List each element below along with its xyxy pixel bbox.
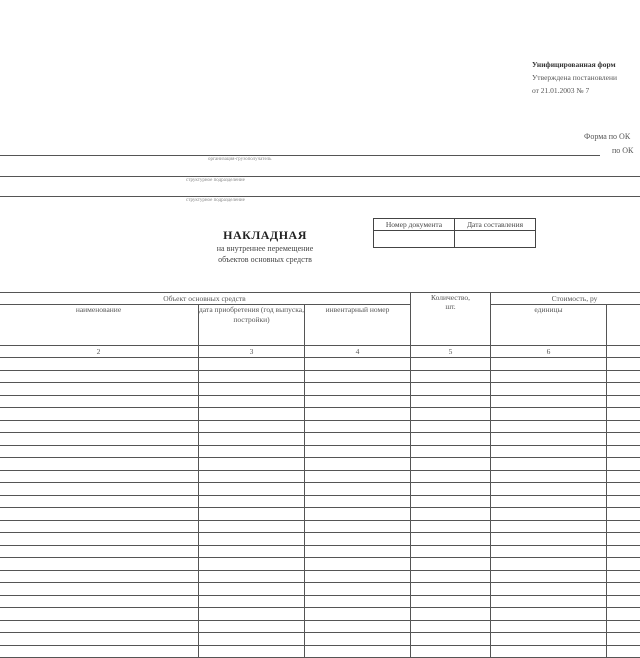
table-cell[interactable]	[411, 470, 491, 483]
table-cell[interactable]	[0, 558, 199, 571]
table-cell[interactable]	[0, 595, 199, 608]
column-number-4: 4	[305, 346, 411, 358]
table-cell[interactable]	[0, 508, 199, 521]
table-row	[0, 608, 640, 621]
table-cell[interactable]	[607, 520, 640, 533]
table-cell[interactable]	[0, 633, 199, 646]
table-cell[interactable]	[305, 420, 411, 433]
table-cell[interactable]	[411, 408, 491, 421]
table-row	[0, 595, 640, 608]
table-cell[interactable]	[607, 620, 640, 633]
table-cell[interactable]	[491, 633, 607, 646]
table-row	[0, 570, 640, 583]
table-cell[interactable]	[0, 383, 199, 396]
table-cell[interactable]	[0, 458, 199, 471]
table-cell[interactable]	[199, 458, 305, 471]
table-cell[interactable]	[305, 645, 411, 658]
table-cell[interactable]	[0, 445, 199, 458]
unified-form-title: Унифицированная форм	[532, 60, 616, 69]
table-cell[interactable]	[607, 470, 640, 483]
table-row	[0, 408, 640, 421]
table-cell[interactable]	[0, 370, 199, 383]
table-cell[interactable]	[491, 445, 607, 458]
table-cell[interactable]	[607, 545, 640, 558]
table-cell[interactable]	[199, 383, 305, 396]
table-cell[interactable]	[607, 370, 640, 383]
table-cell[interactable]	[199, 633, 305, 646]
org-line-3	[0, 196, 640, 197]
table-cell[interactable]	[607, 483, 640, 496]
document-number-box	[373, 218, 536, 248]
table-row	[0, 645, 640, 658]
header-quantity	[411, 293, 491, 346]
org-caption: организация-грузополучатель	[208, 157, 271, 162]
assets-table	[0, 292, 640, 658]
table-cell[interactable]	[491, 520, 607, 533]
table-cell[interactable]	[491, 370, 607, 383]
table-row	[0, 495, 640, 508]
table-cell[interactable]	[491, 558, 607, 571]
table-cell[interactable]	[491, 458, 607, 471]
table-cell[interactable]	[411, 595, 491, 608]
table-cell[interactable]	[305, 508, 411, 521]
table-cell[interactable]	[607, 645, 640, 658]
table-cell[interactable]	[607, 445, 640, 458]
table-row	[0, 583, 640, 596]
table-cell[interactable]	[491, 533, 607, 546]
table-cell[interactable]	[491, 595, 607, 608]
table-cell[interactable]	[491, 408, 607, 421]
table-cell[interactable]	[607, 533, 640, 546]
table-cell[interactable]	[199, 583, 305, 596]
column-number-6: 6	[491, 346, 607, 358]
table-row	[0, 633, 640, 646]
table-cell[interactable]	[0, 395, 199, 408]
table-cell[interactable]	[199, 433, 305, 446]
table-cell[interactable]	[607, 420, 640, 433]
table-cell[interactable]	[0, 358, 199, 371]
table-cell[interactable]	[199, 558, 305, 571]
table-cell[interactable]	[305, 358, 411, 371]
table-cell[interactable]	[305, 633, 411, 646]
table-cell[interactable]	[199, 408, 305, 421]
unit-caption-1: структурное подразделение	[186, 178, 245, 183]
table-cell[interactable]	[199, 545, 305, 558]
table-row	[0, 620, 640, 633]
title-main: НАКЛАДНАЯ	[150, 228, 380, 243]
table-cell[interactable]	[411, 445, 491, 458]
table-cell[interactable]	[411, 433, 491, 446]
header-acquisition-date: дата приобретения (год выпуска, постройки)	[199, 305, 305, 346]
table-cell[interactable]	[411, 483, 491, 496]
table-cell[interactable]	[491, 545, 607, 558]
table-cell[interactable]	[411, 545, 491, 558]
table-cell[interactable]	[0, 408, 199, 421]
table-cell[interactable]	[199, 420, 305, 433]
table-cell[interactable]	[411, 395, 491, 408]
table-cell[interactable]	[199, 645, 305, 658]
table-cell[interactable]	[0, 420, 199, 433]
table-cell[interactable]	[0, 533, 199, 546]
table-cell[interactable]	[0, 608, 199, 621]
table-cell[interactable]	[305, 520, 411, 533]
table-cell[interactable]	[305, 445, 411, 458]
header-name: наименование	[0, 305, 199, 346]
table-cell[interactable]	[491, 433, 607, 446]
approved-line: Утверждена постановлени	[532, 73, 617, 82]
table-cell[interactable]	[305, 495, 411, 508]
column-number-3: 3	[199, 346, 305, 358]
table-cell[interactable]	[305, 583, 411, 596]
table-row	[0, 358, 640, 371]
table-row	[0, 395, 640, 408]
table-cell[interactable]	[0, 483, 199, 496]
doc-number-field[interactable]	[374, 231, 455, 248]
table-cell[interactable]	[199, 620, 305, 633]
table-row	[0, 420, 640, 433]
table-cell[interactable]	[491, 470, 607, 483]
table-cell[interactable]	[607, 383, 640, 396]
unit-caption-2: структурное подразделение	[186, 198, 245, 203]
table-cell[interactable]	[305, 570, 411, 583]
table-cell[interactable]	[305, 458, 411, 471]
table-cell[interactable]	[411, 383, 491, 396]
table-cell[interactable]	[0, 520, 199, 533]
table-cell[interactable]	[0, 620, 199, 633]
table-cell[interactable]	[607, 358, 640, 371]
table-cell[interactable]	[305, 370, 411, 383]
table-cell[interactable]	[411, 520, 491, 533]
table-cell[interactable]	[491, 620, 607, 633]
table-cell[interactable]	[491, 508, 607, 521]
table-cell[interactable]	[607, 408, 640, 421]
table-cell[interactable]	[411, 508, 491, 521]
table-cell[interactable]	[491, 383, 607, 396]
table-body	[0, 358, 640, 658]
table-cell[interactable]	[305, 408, 411, 421]
title-line-1: на внутреннее перемещение	[150, 243, 380, 254]
table-cell[interactable]	[199, 445, 305, 458]
approval-date-line: от 21.01.2003 № 7	[532, 86, 589, 95]
table-cell[interactable]	[411, 495, 491, 508]
column-number-2: 2	[0, 346, 199, 358]
table-cell[interactable]	[411, 620, 491, 633]
table-row	[0, 508, 640, 521]
table-cell[interactable]	[0, 545, 199, 558]
title-line-2: объектов основных средств	[150, 254, 380, 265]
document-title	[150, 228, 380, 265]
table-cell[interactable]	[199, 508, 305, 521]
table-cell[interactable]	[491, 420, 607, 433]
table-row	[0, 433, 640, 446]
table-cell[interactable]	[0, 645, 199, 658]
table-row	[0, 458, 640, 471]
okpo-label: по ОК	[612, 146, 633, 155]
table-cell[interactable]	[199, 595, 305, 608]
table-cell[interactable]	[0, 583, 199, 596]
table-cell[interactable]	[0, 470, 199, 483]
table-cell[interactable]	[305, 533, 411, 546]
table-cell[interactable]	[305, 545, 411, 558]
table-cell[interactable]	[0, 570, 199, 583]
group-header-object: Объект основных средств	[0, 293, 411, 305]
table-cell[interactable]	[199, 608, 305, 621]
table-cell[interactable]	[491, 483, 607, 496]
table-cell[interactable]	[0, 495, 199, 508]
table-cell[interactable]	[491, 608, 607, 621]
table-cell[interactable]	[607, 508, 640, 521]
table-cell[interactable]	[199, 358, 305, 371]
quantity-unit: шт.	[411, 302, 490, 311]
table-row	[0, 533, 640, 546]
table-row	[0, 383, 640, 396]
table-row	[0, 470, 640, 483]
table-cell[interactable]	[305, 608, 411, 621]
table-cell[interactable]	[411, 358, 491, 371]
table-row	[0, 370, 640, 383]
table-cell[interactable]	[199, 395, 305, 408]
table-cell[interactable]	[199, 470, 305, 483]
table-cell[interactable]	[491, 583, 607, 596]
table-row	[0, 445, 640, 458]
table-cell[interactable]	[607, 595, 640, 608]
table-cell[interactable]	[199, 520, 305, 533]
table-cell[interactable]	[607, 633, 640, 646]
table-cell[interactable]	[607, 458, 640, 471]
doc-date-label: Дата составления	[455, 219, 536, 231]
column-number-5: 5	[411, 346, 491, 358]
table-cell[interactable]	[305, 395, 411, 408]
table-cell[interactable]	[305, 620, 411, 633]
table-row	[0, 483, 640, 496]
table-cell[interactable]	[607, 433, 640, 446]
table-cell[interactable]	[411, 645, 491, 658]
table-cell[interactable]	[0, 433, 199, 446]
table-cell[interactable]	[411, 420, 491, 433]
table-cell[interactable]	[305, 595, 411, 608]
table-cell[interactable]	[607, 395, 640, 408]
table-cell[interactable]	[411, 458, 491, 471]
table-cell[interactable]	[411, 570, 491, 583]
table-row	[0, 520, 640, 533]
header-inventory-number: инвентарный номер	[305, 305, 411, 346]
table-cell[interactable]	[199, 495, 305, 508]
table-cell[interactable]	[305, 433, 411, 446]
table-cell[interactable]	[607, 495, 640, 508]
table-row	[0, 545, 640, 558]
doc-number-label: Номер документа	[374, 219, 455, 231]
header-unit-cost: единицы	[491, 305, 607, 346]
table-cell[interactable]	[491, 358, 607, 371]
table-cell[interactable]	[411, 558, 491, 571]
table-cell[interactable]	[305, 558, 411, 571]
table-cell[interactable]	[411, 633, 491, 646]
table-cell[interactable]	[199, 483, 305, 496]
table-cell[interactable]	[607, 570, 640, 583]
table-cell[interactable]	[491, 395, 607, 408]
table-cell[interactable]	[305, 383, 411, 396]
okud-label: Форма по ОК	[584, 132, 630, 141]
table-cell[interactable]	[199, 533, 305, 546]
table-cell[interactable]	[491, 570, 607, 583]
table-cell[interactable]	[411, 583, 491, 596]
header-total-cost	[607, 305, 640, 346]
org-line-1	[0, 155, 600, 156]
quantity-label: Количество,	[411, 293, 490, 302]
table-cell[interactable]	[411, 370, 491, 383]
group-header-cost: Стоимость, ру	[491, 293, 640, 305]
table-cell[interactable]	[491, 645, 607, 658]
column-number-7	[607, 346, 640, 358]
table-cell[interactable]	[199, 370, 305, 383]
table-row	[0, 558, 640, 571]
table-cell[interactable]	[199, 570, 305, 583]
table-cell[interactable]	[607, 583, 640, 596]
table-cell[interactable]	[607, 558, 640, 571]
table-cell[interactable]	[305, 483, 411, 496]
doc-date-field[interactable]	[455, 231, 536, 248]
org-line-2	[0, 176, 640, 177]
table-cell[interactable]	[491, 495, 607, 508]
table-cell[interactable]	[305, 470, 411, 483]
table-cell[interactable]	[411, 608, 491, 621]
table-cell[interactable]	[411, 533, 491, 546]
table-cell[interactable]	[607, 608, 640, 621]
